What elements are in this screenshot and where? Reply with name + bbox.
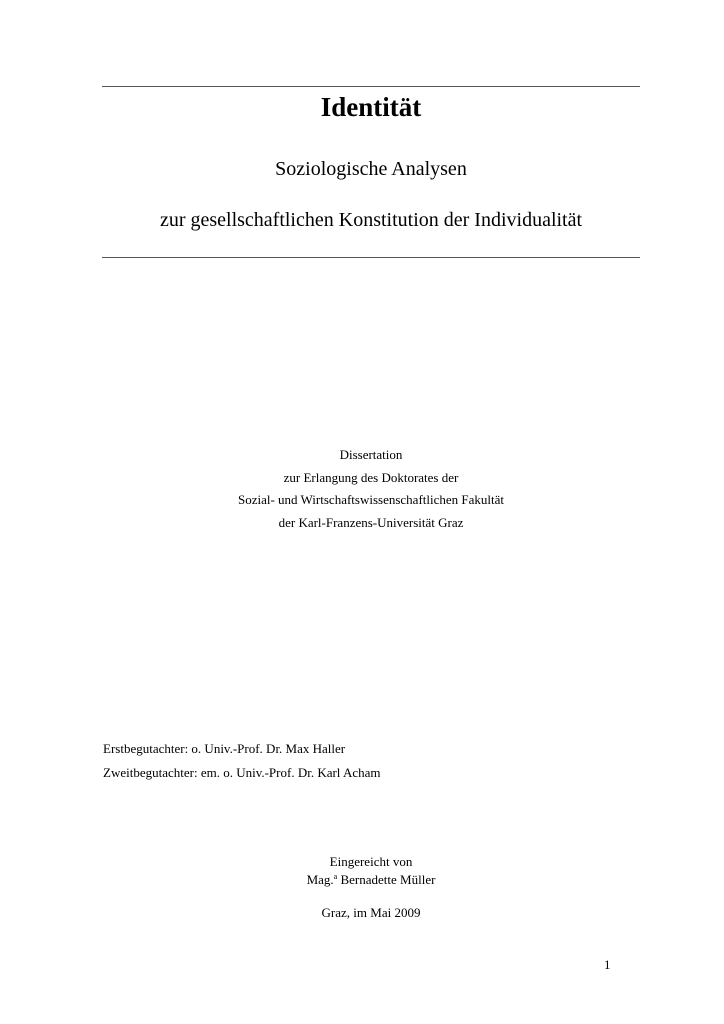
author-name: Bernadette Müller (337, 872, 436, 887)
submission-block (102, 853, 640, 889)
reviewers-block (103, 737, 381, 785)
dissertation-line: Sozial- und Wirtschaftswissenschaftlichen Fakultät (237, 492, 505, 507)
document-subtitle-secondary: zur gesellschaftlichen Konstitution der Individualität (159, 209, 583, 231)
author-prefix-superscript: a (333, 872, 338, 881)
place-date: Graz, im Mai 2009 (321, 905, 421, 920)
bottom-divider (102, 257, 640, 258)
dissertation-line: der Karl-Franzens-Universität Graz (278, 514, 464, 530)
dissertation-block (102, 444, 640, 534)
second-reviewer: Zweitbegutachter: em. o. Univ.-Prof. Dr. Karl Acham (103, 765, 381, 780)
dissertation-line: Dissertation (339, 447, 403, 462)
submitted-by-label: Eingereicht von (329, 854, 413, 869)
document-title: Identität (320, 92, 422, 122)
author-prefix: Mag. (306, 872, 334, 887)
first-reviewer: Erstbegutachter: o. Univ.-Prof. Dr. Max Haller (103, 741, 346, 756)
author-line (102, 871, 640, 889)
page-number: 1 (604, 957, 611, 972)
top-divider (102, 86, 640, 87)
dissertation-line: zur Erlangung des Doktorates der (283, 469, 459, 485)
document-subtitle: Soziologische Analysen (275, 158, 467, 180)
